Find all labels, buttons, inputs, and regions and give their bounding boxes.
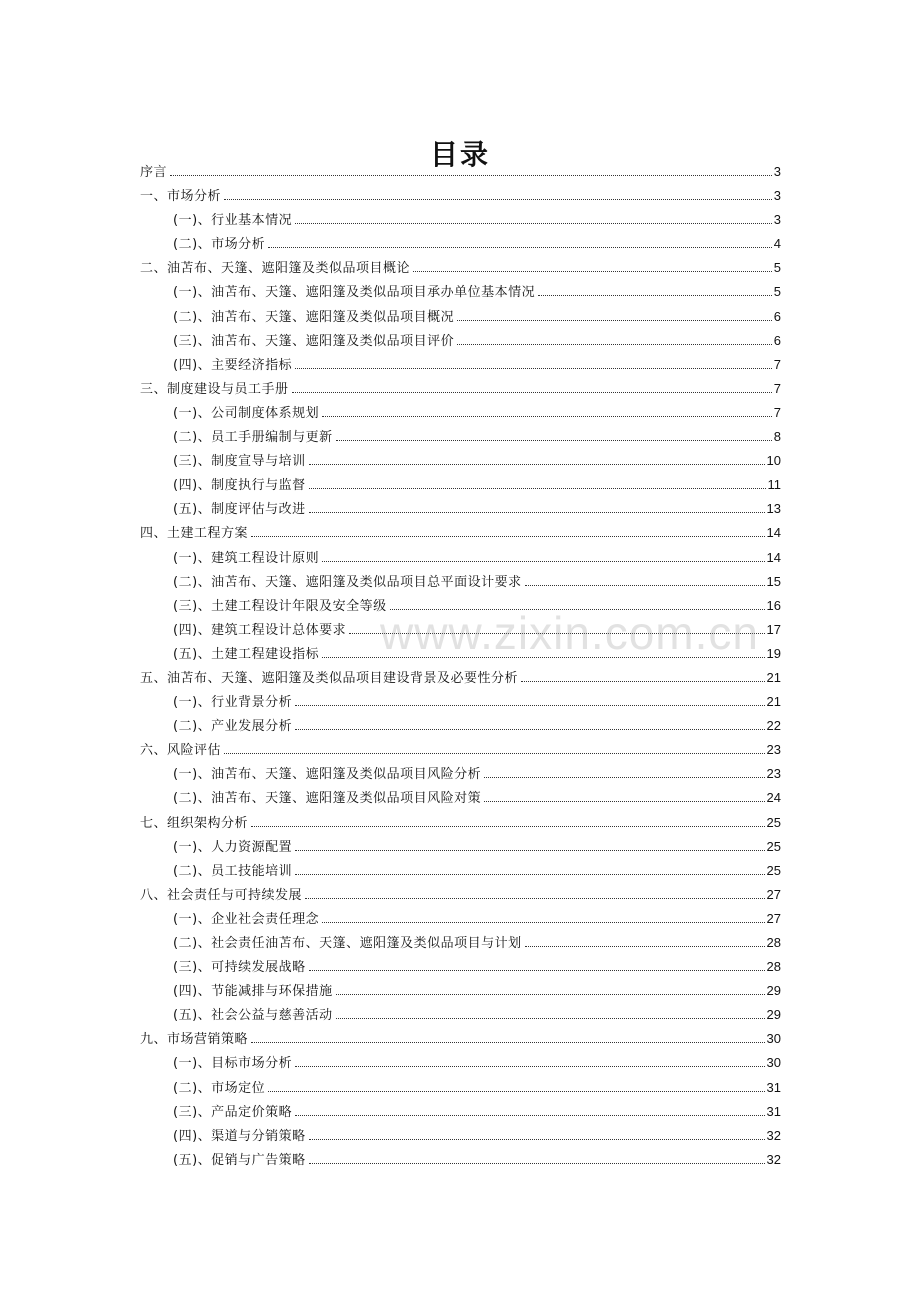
toc-entry-label: 四、土建工程方案 xyxy=(140,526,249,542)
toc-entry-label: (二)、市场分析 xyxy=(173,237,266,253)
toc-entry-page-number: 13 xyxy=(766,501,781,517)
toc-chapter-entry[interactable] xyxy=(140,1027,781,1051)
toc-entry-page-number: 29 xyxy=(766,1007,781,1023)
toc-entry-page-number: 14 xyxy=(766,525,781,541)
toc-dot-leader xyxy=(349,633,764,634)
toc-entry-label: 九、市场营销策略 xyxy=(140,1032,249,1048)
toc-dot-leader xyxy=(295,1066,764,1067)
toc-section-entry[interactable] xyxy=(140,931,781,955)
toc-entry-page-number: 25 xyxy=(766,814,781,830)
toc-section-entry[interactable] xyxy=(140,1100,781,1124)
toc-chapter-entry[interactable] xyxy=(140,811,781,835)
toc-entry-label: (二)、员工手册编制与更新 xyxy=(173,430,333,446)
toc-entry-label: (四)、主要经济指标 xyxy=(173,357,293,373)
toc-entry-page-number: 7 xyxy=(773,380,781,396)
toc-entry-label: (二)、油苫布、天篷、遮阳篷及类似品项目风险对策 xyxy=(173,791,482,807)
toc-dot-leader xyxy=(295,1115,764,1116)
toc-entry-page-number: 3 xyxy=(773,212,781,228)
toc-section-entry[interactable] xyxy=(140,618,781,642)
toc-entry-page-number: 4 xyxy=(773,236,781,252)
watermark: www.zixin.com.cn xyxy=(380,607,759,659)
toc-entry-label: (四)、建筑工程设计总体要求 xyxy=(173,622,347,638)
toc-dot-leader xyxy=(251,826,765,827)
toc-entry-label: (二)、油苫布、天篷、遮阳篷及类似品项目概况 xyxy=(173,309,455,325)
toc-dot-leader xyxy=(322,657,764,658)
toc-entry-page-number: 25 xyxy=(766,862,781,878)
toc-entry-page-number: 6 xyxy=(773,308,781,324)
toc-dot-leader xyxy=(322,561,764,562)
toc-section-entry[interactable] xyxy=(140,786,781,810)
toc-entry-page-number: 32 xyxy=(766,1127,781,1143)
toc-chapter-entry[interactable] xyxy=(140,521,781,545)
toc-entry-label: (五)、土建工程建设指标 xyxy=(173,646,320,662)
toc-dot-leader xyxy=(525,585,765,586)
toc-entry-label: (二)、市场定位 xyxy=(173,1080,266,1096)
toc-entry-page-number: 8 xyxy=(773,429,781,445)
toc-entry-label: (二)、社会责任油苫布、天篷、遮阳篷及类似品项目与计划 xyxy=(173,936,522,951)
toc-section-entry[interactable] xyxy=(140,208,781,232)
toc-entry-page-number: 28 xyxy=(766,959,781,975)
toc-entry-label: 五、油苫布、天篷、遮阳篷及类似品项目建设背景及必要性分析 xyxy=(140,670,519,686)
toc-entry-page-number: 19 xyxy=(766,645,781,661)
toc-dot-leader xyxy=(336,994,765,995)
toc-section-entry[interactable] xyxy=(140,642,781,666)
toc-entry-page-number: 5 xyxy=(773,260,781,276)
toc-dot-leader xyxy=(521,681,765,682)
toc-chapter-entry[interactable] xyxy=(140,738,781,762)
toc-entry-page-number: 29 xyxy=(766,983,781,999)
toc-section-entry[interactable] xyxy=(140,594,781,618)
toc-section-entry[interactable] xyxy=(140,546,781,570)
toc-dot-leader xyxy=(295,850,764,851)
toc-entry-page-number: 21 xyxy=(766,694,781,710)
toc-entry-label: (二)、员工技能培训 xyxy=(173,863,293,879)
toc-dot-leader xyxy=(309,1163,765,1164)
toc-dot-leader xyxy=(224,753,765,754)
toc-entry-page-number: 15 xyxy=(766,573,781,589)
toc-entry-page-number: 32 xyxy=(766,1151,781,1167)
toc-entry-page-number: 11 xyxy=(767,477,781,493)
toc-entry-label: (一)、行业背景分析 xyxy=(173,695,293,711)
toc-entry-page-number: 25 xyxy=(766,838,781,854)
toc-dot-leader xyxy=(525,946,765,947)
toc-entry-page-number: 21 xyxy=(766,669,781,685)
toc-entry-label: 六、风险评估 xyxy=(140,743,222,759)
toc-entry-label: (一)、建筑工程设计原则 xyxy=(173,550,320,566)
toc-entry-label: (四)、渠道与分销策略 xyxy=(173,1128,306,1144)
toc-entry-page-number: 27 xyxy=(766,910,781,926)
toc-dot-leader xyxy=(295,223,772,224)
toc-dot-leader xyxy=(390,609,765,610)
toc-dot-leader xyxy=(322,416,772,417)
toc-entry-page-number: 7 xyxy=(773,356,781,372)
toc-entry-label: (一)、目标市场分析 xyxy=(173,1056,293,1072)
toc-dot-leader xyxy=(309,488,766,489)
toc-section-entry[interactable] xyxy=(140,1124,781,1148)
toc-chapter-entry[interactable] xyxy=(140,256,781,280)
toc-section-entry[interactable] xyxy=(140,449,781,473)
toc-entry-page-number: 22 xyxy=(766,718,781,734)
toc-section-entry[interactable] xyxy=(140,690,781,714)
toc-entry-label: 序言 xyxy=(140,165,168,180)
toc-section-entry[interactable] xyxy=(140,835,781,859)
toc-section-entry[interactable] xyxy=(140,497,781,521)
toc-entry-label: (四)、节能减排与环保措施 xyxy=(173,984,333,1000)
toc-section-entry[interactable] xyxy=(140,762,781,786)
toc-dot-leader xyxy=(295,874,764,875)
toc-entry-page-number: 31 xyxy=(766,1079,781,1095)
toc-section-entry[interactable] xyxy=(140,859,781,883)
toc-entry-label: (三)、制度宣导与培训 xyxy=(173,454,306,470)
toc-entry-page-number: 3 xyxy=(773,164,781,179)
toc-entry-page-number: 6 xyxy=(773,332,781,348)
toc-dot-leader xyxy=(295,705,764,706)
toc-entry-page-number: 28 xyxy=(766,935,781,950)
toc-section-entry[interactable] xyxy=(140,907,781,931)
toc-entry-label: (五)、社会公益与慈善活动 xyxy=(173,1008,333,1024)
toc-dot-leader xyxy=(251,1042,765,1043)
toc-dot-leader xyxy=(170,175,772,176)
toc-entry-page-number: 30 xyxy=(766,1055,781,1071)
toc-entry-page-number: 23 xyxy=(766,742,781,758)
toc-entry-label: (三)、土建工程设计年限及安全等级 xyxy=(173,598,387,614)
toc-section-entry[interactable] xyxy=(140,280,781,304)
toc-dot-leader xyxy=(484,801,764,802)
toc-section-entry[interactable] xyxy=(140,401,781,425)
toc-entry-label: (二)、产业发展分析 xyxy=(173,719,293,735)
toc-section-entry[interactable] xyxy=(140,1148,781,1172)
toc-dot-leader xyxy=(309,1139,765,1140)
toc-dot-leader xyxy=(305,898,765,899)
toc-dot-leader xyxy=(251,536,765,537)
toc-entry-label: 二、油苫布、天篷、遮阳篷及类似品项目概论 xyxy=(140,261,411,277)
toc-chapter-entry[interactable] xyxy=(140,883,781,907)
toc-entry-label: (一)、企业社会责任理念 xyxy=(173,911,320,927)
toc-entry-label: (一)、公司制度体系规划 xyxy=(173,405,320,421)
toc-entry-label: (五)、制度评估与改进 xyxy=(173,502,306,518)
toc-entry-label: (三)、可持续发展战略 xyxy=(173,960,306,976)
toc-entry-label: 一、市场分析 xyxy=(140,189,222,205)
toc-section-entry[interactable] xyxy=(140,1076,781,1100)
toc-entry-label: (一)、行业基本情况 xyxy=(173,213,293,229)
toc-entry-label: (三)、产品定价策略 xyxy=(173,1104,293,1120)
toc-section-entry[interactable] xyxy=(140,473,781,497)
toc-entry-label: 三、制度建设与员工手册 xyxy=(140,381,289,397)
toc-entry-page-number: 14 xyxy=(766,549,781,565)
toc-section-entry[interactable] xyxy=(140,425,781,449)
toc-dot-leader xyxy=(309,970,765,971)
toc-dot-leader xyxy=(309,464,765,465)
toc-entry-page-number: 27 xyxy=(766,886,781,902)
toc-chapter-entry[interactable] xyxy=(140,184,781,208)
toc-chapter-entry[interactable] xyxy=(140,377,781,401)
toc-entry-label: (一)、油苫布、天篷、遮阳篷及类似品项目风险分析 xyxy=(173,767,482,783)
toc-entry-label: (二)、油苫布、天篷、遮阳篷及类似品项目总平面设计要求 xyxy=(173,574,522,590)
toc-section-entry[interactable] xyxy=(140,1003,781,1027)
toc-entry-page-number: 3 xyxy=(773,188,781,204)
toc-section-entry[interactable] xyxy=(140,979,781,1003)
toc-entry-label: (五)、促销与广告策略 xyxy=(173,1152,306,1168)
toc-entry-label: (四)、制度执行与监督 xyxy=(173,478,306,494)
toc-entry-page-number: 23 xyxy=(766,766,781,782)
toc-dot-leader xyxy=(457,344,772,345)
toc-entry-page-number: 5 xyxy=(773,284,781,300)
toc-dot-leader xyxy=(457,320,772,321)
toc-entry-page-number: 16 xyxy=(766,597,781,613)
toc-entry-label: (一)、油苫布、天篷、遮阳篷及类似品项目承办单位基本情况 xyxy=(173,285,536,301)
toc-section-entry[interactable] xyxy=(140,955,781,979)
toc-section-entry[interactable] xyxy=(140,329,781,353)
toc-entry-page-number: 17 xyxy=(766,621,781,637)
toc-dot-leader xyxy=(268,1091,764,1092)
toc-dot-leader xyxy=(295,729,764,730)
toc-dot-leader xyxy=(295,368,772,369)
toc-dot-leader xyxy=(538,295,772,296)
page-title: 目录 xyxy=(429,137,490,171)
toc-dot-leader xyxy=(309,512,765,513)
toc-section-entry[interactable] xyxy=(140,1051,781,1075)
toc-dot-leader xyxy=(336,1018,765,1019)
toc-entry-label: 七、组织架构分析 xyxy=(140,815,249,831)
toc-section-entry[interactable] xyxy=(140,305,781,329)
toc-dot-leader xyxy=(268,247,772,248)
toc-dot-leader xyxy=(484,777,764,778)
toc-entry-page-number: 24 xyxy=(766,790,781,806)
toc-entry-label: 八、社会责任与可持续发展 xyxy=(140,887,303,903)
toc-entry-page-number: 10 xyxy=(766,453,781,469)
table-of-contents xyxy=(140,160,781,1172)
toc-chapter-entry[interactable] xyxy=(140,666,781,690)
toc-entry-page-number: 30 xyxy=(766,1031,781,1047)
toc-entry-page-number: 31 xyxy=(766,1103,781,1119)
toc-dot-leader xyxy=(413,271,772,272)
toc-section-entry[interactable] xyxy=(140,570,781,594)
toc-dot-leader xyxy=(322,922,764,923)
toc-entry-label: (一)、人力资源配置 xyxy=(173,839,293,855)
toc-section-entry[interactable] xyxy=(140,232,781,256)
toc-entry-page-number: 7 xyxy=(773,404,781,420)
toc-dot-leader xyxy=(292,392,772,393)
toc-dot-leader xyxy=(224,199,772,200)
toc-entry-label: (三)、油苫布、天篷、遮阳篷及类似品项目评价 xyxy=(173,333,455,349)
toc-section-entry[interactable] xyxy=(140,714,781,738)
toc-section-entry[interactable] xyxy=(140,353,781,377)
toc-dot-leader xyxy=(336,440,772,441)
toc-chapter-entry[interactable] xyxy=(140,160,781,184)
